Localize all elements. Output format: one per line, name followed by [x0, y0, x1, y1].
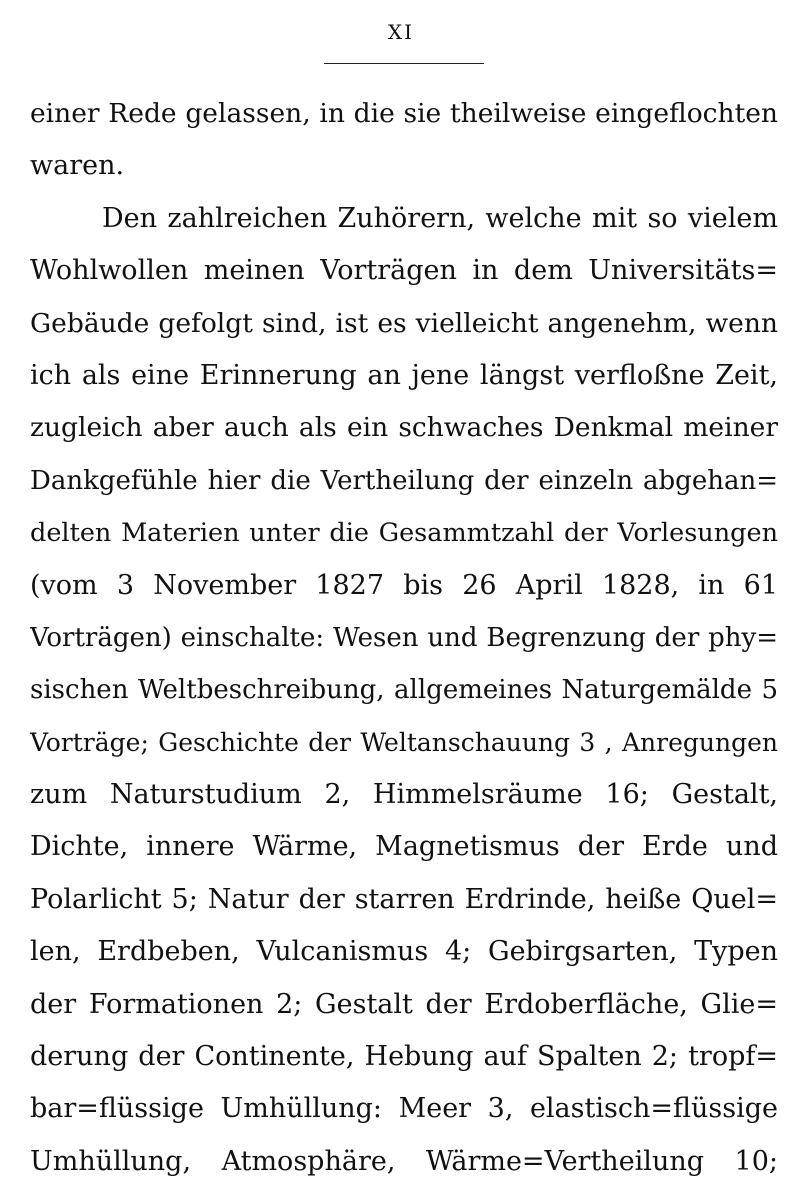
- text-line: zum Naturstudium 2, Himmelsräume 16; Gestalt,: [30, 779, 778, 811]
- text-line: Vorträge; Geschichte der Weltanschauung 3 , Anregungen: [30, 727, 778, 757]
- body-text: [30, 88, 778, 1188]
- text-line: einer Rede gelassen, in die sie theilweise eingeflochten: [30, 98, 778, 129]
- text-line: waren.: [30, 150, 125, 182]
- text-line: derung der Continente, Hebung auf Spalten 2; tropf=: [30, 1041, 778, 1073]
- text-line: Polarlicht 5; Natur der starren Erdrinde, heiße Quel=: [30, 883, 778, 915]
- text-line: (vom 3 November 1827 bis 26 April 1828, in 61: [30, 569, 778, 601]
- page-number: XI: [387, 20, 415, 44]
- text-line: Dankgefühle hier die Vertheilung der einzeln abgehan=: [30, 465, 778, 496]
- text-line: ich als eine Erinnerung an jene längst verfloßne Zeit,: [30, 359, 778, 391]
- text-line: Umhüllung, Atmosphäre, Wärme=Vertheilung 10;: [30, 1145, 778, 1177]
- text-line: delten Materien unter die Gesammtzahl der Vorlesungen: [30, 518, 778, 549]
- text-line: Gebäude gefolgt sind, ist es vielleicht angenehm, wenn: [30, 307, 778, 339]
- text-line: der Formationen 2; Gestalt der Erdoberfläche, Glie=: [30, 988, 778, 1020]
- header-rule: [324, 63, 484, 64]
- text-line: bar=flüssige Umhüllung: Meer 3, elastisch=flüssige: [30, 1093, 778, 1125]
- text-line: Den zahlreichen Zuhörern, welche mit so vielem: [102, 202, 778, 234]
- text-line: Vorträgen) einschalte: Wesen und Begrenzung der phy=: [30, 622, 778, 653]
- text-line: Dichte, innere Wärme, Magnetismus der Erde und: [30, 831, 778, 863]
- text-line: Wohlwollen meinen Vorträgen in dem Universitäts=: [30, 255, 778, 287]
- text-line: zugleich aber auch als ein schwaches Denkmal meiner: [30, 412, 778, 444]
- text-line: sischen Weltbeschreibung, allgemeines Naturgemälde 5: [30, 675, 778, 706]
- text-line: len, Erdbeben, Vulcanismus 4; Gebirgsarten, Typen: [30, 936, 778, 968]
